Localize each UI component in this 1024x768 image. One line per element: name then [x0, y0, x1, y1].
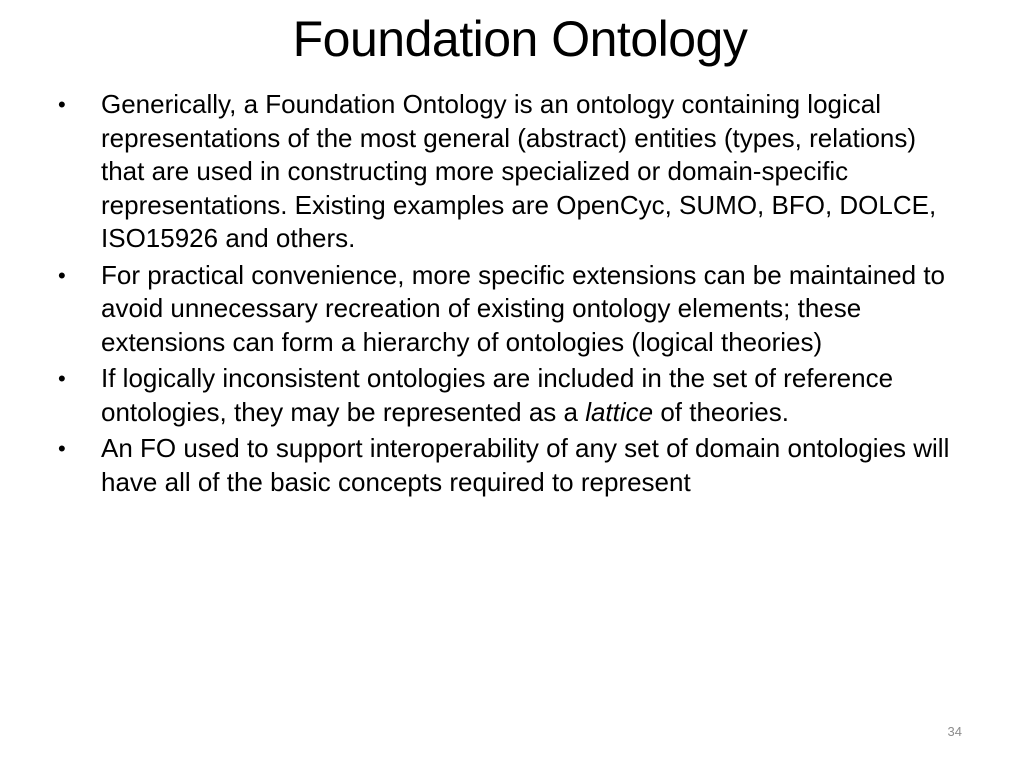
bullet-text-4: An FO used to support interoperability of any set of domain ontologies will have all of the basic concepts required to represent: [101, 433, 950, 497]
slide-number: 34: [947, 724, 962, 739]
bullet-text-2: For practical convenience, more specific extensions can be maintained to avoid unnecessary recreation of existing ontology elements; these extensions can form a hierarchy of ontologies (logical theories): [101, 259, 945, 357]
bullet-icon: •: [58, 92, 66, 117]
bullet-item-3: [0, 362, 1024, 429]
bullet-text-3-before: If logically inconsistent ontologies are included in the set of reference ontologies, they may be represented as a: [101, 363, 894, 427]
bullet-item-4: [0, 432, 1024, 499]
bullet-text-3-after: of theories.: [653, 396, 789, 427]
bullet-icon: •: [58, 262, 66, 288]
bullet-text-3-italic: lattice: [585, 396, 654, 427]
bullet-text-1: Generically, a Foundation Ontology is an ontology containing logical representations of the most general (abstract) entities (types, relations) that are used in constructing more specialized or domain-specific representations. Existing examples are OpenCyc, SUMO, BFO, DOLCE, ISO15926 and others.: [101, 89, 937, 253]
bullet-icon: •: [58, 436, 66, 461]
bullet-list: [0, 88, 1024, 502]
bullet-icon: •: [58, 366, 66, 391]
bullet-item-2: [0, 259, 1024, 360]
bullet-item-1: [0, 88, 1024, 256]
slide-title: Foundation Ontology: [292, 11, 748, 67]
